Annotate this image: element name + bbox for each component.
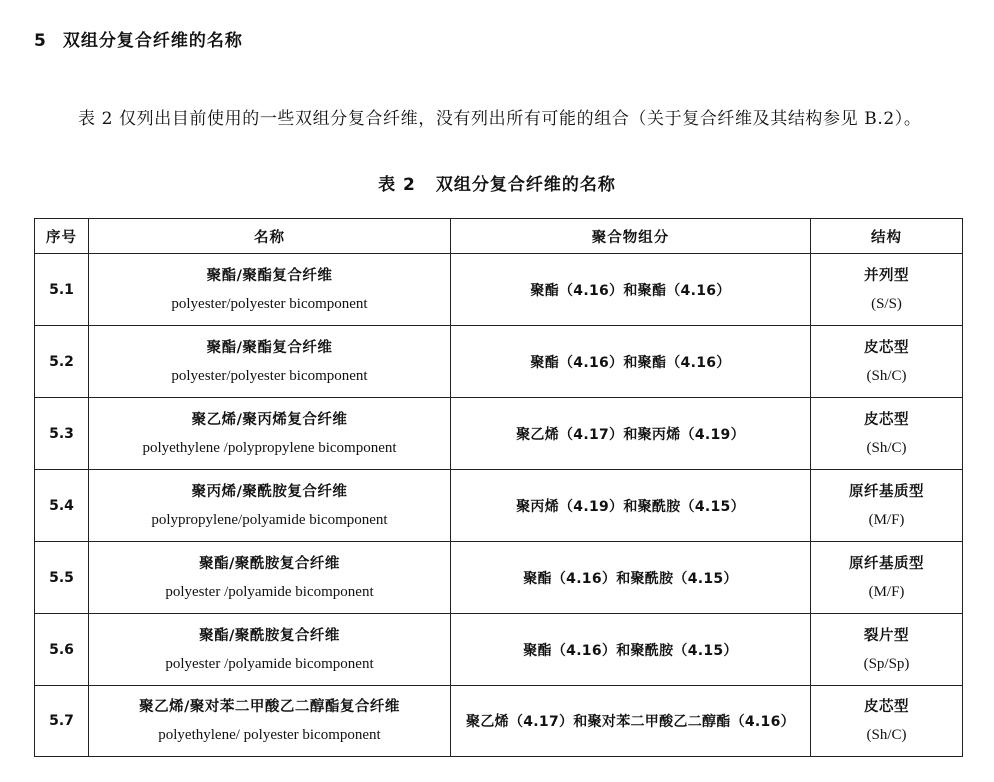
name-en: polyethylene /polypropylene bicomponent [142,439,397,456]
row-structure [811,470,963,542]
row-structure [811,614,963,686]
row-structure [811,326,963,398]
structure-zh: 皮芯型 [864,339,909,356]
table-row [35,326,963,398]
header-components: 聚合物组分 [451,219,811,254]
structure-zh: 裂片型 [864,627,909,644]
structure-zh: 皮芯型 [864,699,909,715]
row-seq: 5.5 [35,542,89,614]
row-seq: 5.7 [35,686,89,757]
row-components: 聚酯（4.16）和聚酯（4.16） [451,326,811,398]
fiber-names-table [34,218,963,757]
name-en: polyester /polyamide bicomponent [165,583,374,600]
table-row [35,470,963,542]
name-en: polyester/polyester bicomponent [171,295,368,312]
table-row [35,254,963,326]
header-seq: 序号 [35,219,89,254]
structure-zh: 原纤基质型 [849,483,924,500]
row-structure [811,686,963,757]
row-components: 聚乙烯（4.17）和聚丙烯（4.19） [451,398,811,470]
row-name [89,542,451,614]
row-structure [811,254,963,326]
row-name [89,326,451,398]
structure-code: (S/S) [871,295,902,312]
structure-code: (M/F) [868,511,905,528]
name-en: polyester /polyamide bicomponent [165,655,374,672]
table-caption-title: 双组分复合纤维的名称 [435,175,616,195]
name-en: polyester/polyester bicomponent [171,367,368,384]
table-row [35,614,963,686]
name-en: polyethylene/ polyester bicomponent [158,727,381,743]
name-zh: 聚酯/聚酰胺复合纤维 [199,627,340,644]
structure-zh: 并列型 [864,267,909,284]
row-components: 聚酯（4.16）和聚酯（4.16） [451,254,811,326]
header-name: 名称 [89,219,451,254]
structure-zh: 皮芯型 [864,411,909,428]
structure-zh: 原纤基质型 [849,555,924,572]
row-components: 聚乙烯（4.17）和聚对苯二甲酸乙二醇酯（4.16） [451,686,811,757]
structure-code: (M/F) [868,583,905,600]
header-structure: 结构 [811,219,963,254]
row-seq: 5.2 [35,326,89,398]
name-zh: 聚酯/聚酯复合纤维 [206,267,333,284]
name-en: polypropylene/polyamide bicomponent [151,511,388,528]
table-caption-number: 表 2 [378,175,416,195]
row-seq: 5.3 [35,398,89,470]
row-seq: 5.1 [35,254,89,326]
structure-code: (Sh/C) [866,439,907,456]
table-row [35,398,963,470]
row-name [89,614,451,686]
structure-code: (Sp/Sp) [863,655,910,672]
row-structure [811,398,963,470]
row-seq: 5.6 [35,614,89,686]
table-row [35,686,963,757]
section-title: 双组分复合纤维的名称 [62,31,243,51]
name-zh: 聚丙烯/聚酰胺复合纤维 [191,483,348,500]
name-zh: 聚乙烯/聚丙烯复合纤维 [191,411,348,428]
table-header-row [35,219,963,254]
row-name [89,470,451,542]
row-name [89,686,451,757]
name-zh: 聚酯/聚酯复合纤维 [206,339,333,356]
name-zh: 聚酯/聚酰胺复合纤维 [199,555,340,572]
intro-paragraph: 表 2 仅列出目前使用的一些双组分复合纤维，没有列出所有可能的组合（关于复合纤维及其结构参见 B.2）。 [78,109,922,129]
row-structure [811,542,963,614]
name-zh: 聚乙烯/聚对苯二甲酸乙二醇酯复合纤维 [139,699,400,715]
row-components: 聚酯（4.16）和聚酰胺（4.15） [451,542,811,614]
structure-code: (Sh/C) [866,727,907,743]
row-seq: 5.4 [35,470,89,542]
row-name [89,254,451,326]
row-components: 聚酯（4.16）和聚酰胺（4.15） [451,614,811,686]
structure-code: (Sh/C) [866,367,907,384]
table-caption [0,170,994,195]
section-number: 5 [34,31,47,51]
section-heading [34,26,243,51]
row-components: 聚丙烯（4.19）和聚酰胺（4.15） [451,470,811,542]
table-row [35,542,963,614]
row-name [89,398,451,470]
